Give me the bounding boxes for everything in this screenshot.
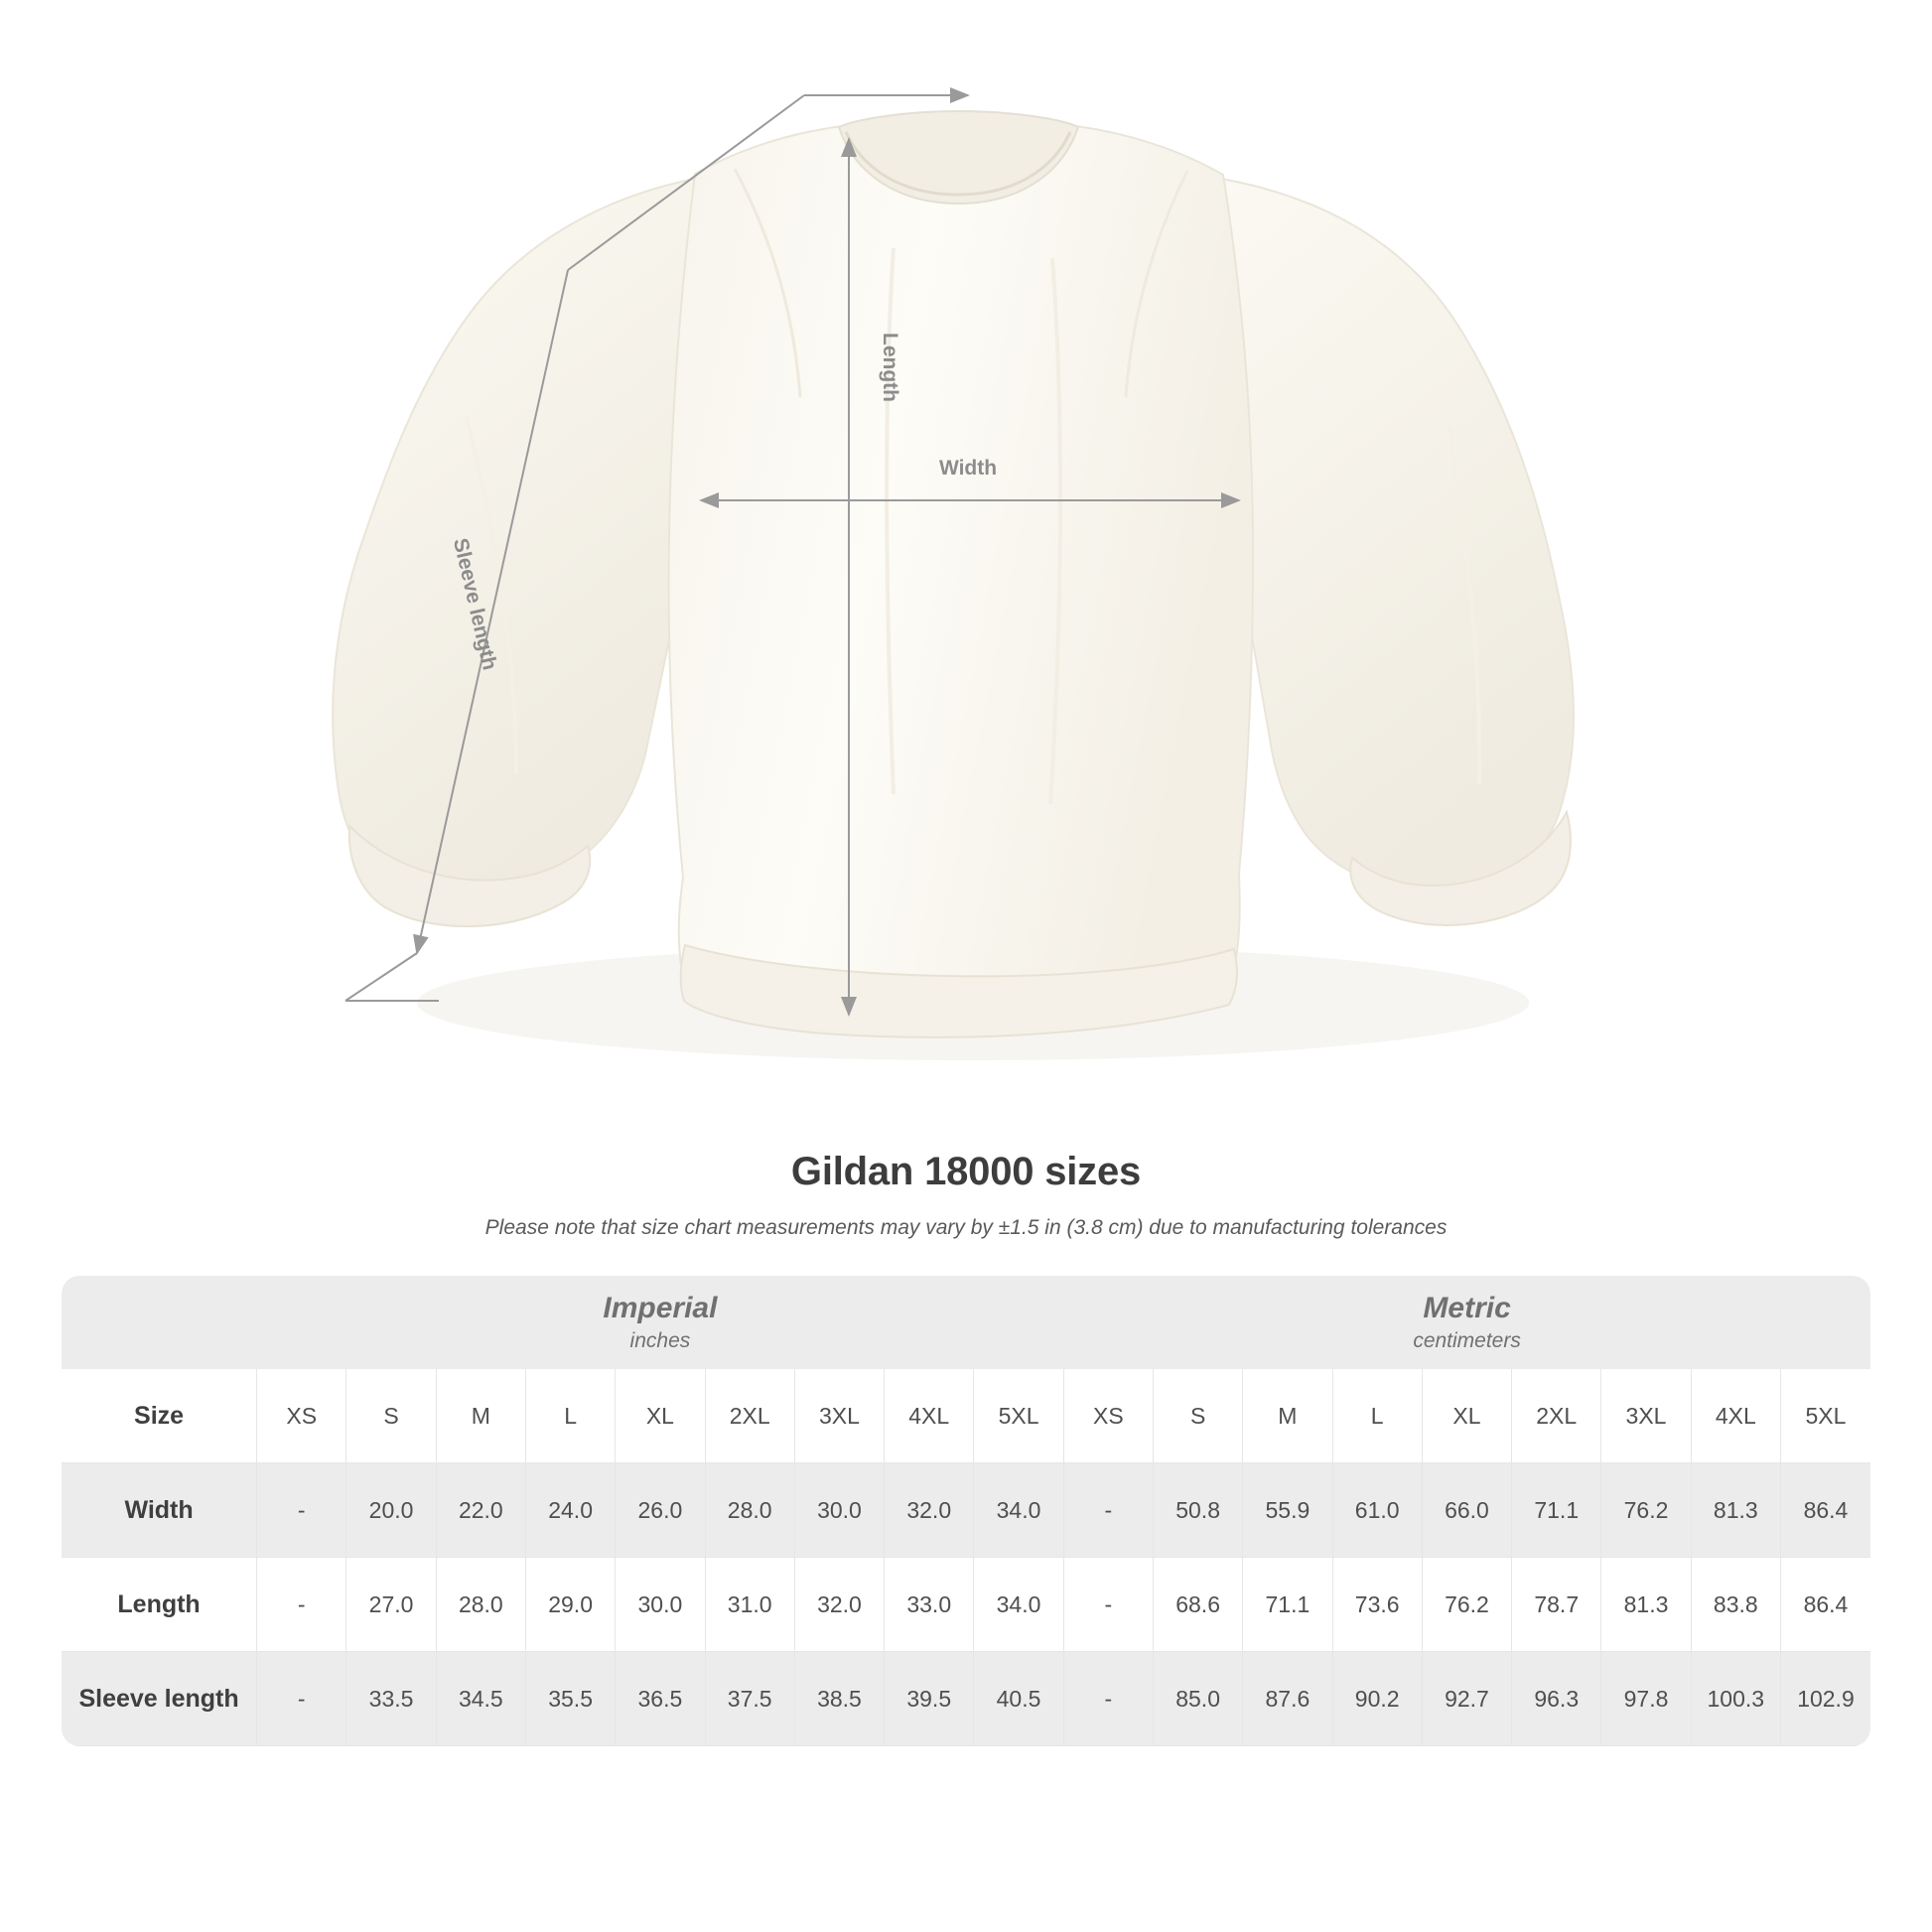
sleeve-imp-3: 35.5 xyxy=(525,1652,615,1746)
size-met-7: 4XL xyxy=(1691,1369,1780,1463)
length-imp-4: 30.0 xyxy=(616,1558,705,1652)
length-imp-3: 29.0 xyxy=(525,1558,615,1652)
width-met-0: - xyxy=(1063,1463,1153,1558)
width-met-6: 76.2 xyxy=(1601,1463,1691,1558)
row-label-length: Length xyxy=(62,1558,257,1652)
length-met-6: 81.3 xyxy=(1601,1558,1691,1652)
size-met-4: XL xyxy=(1422,1369,1511,1463)
imperial-subtitle: inches xyxy=(629,1329,691,1353)
sleeve-met-6: 97.8 xyxy=(1601,1652,1691,1746)
width-met-2: 55.9 xyxy=(1243,1463,1332,1558)
length-imp-7: 33.0 xyxy=(885,1558,974,1652)
length-met-4: 76.2 xyxy=(1422,1558,1511,1652)
size-imp-8: 5XL xyxy=(974,1369,1063,1463)
sleeve-imp-6: 38.5 xyxy=(794,1652,884,1746)
size-imp-1: S xyxy=(346,1369,436,1463)
sleeve-met-5: 96.3 xyxy=(1512,1652,1601,1746)
sleeve-met-3: 90.2 xyxy=(1332,1652,1422,1746)
page-title: Gildan 18000 sizes xyxy=(790,1150,1142,1193)
units-imperial-cell xyxy=(257,1276,1064,1369)
width-imp-7: 32.0 xyxy=(885,1463,974,1558)
length-met-7: 83.8 xyxy=(1691,1558,1780,1652)
size-met-8: 5XL xyxy=(1780,1369,1870,1463)
size-imp-3: L xyxy=(525,1369,615,1463)
size-imp-6: 3XL xyxy=(794,1369,884,1463)
width-imp-0: - xyxy=(257,1463,346,1558)
size-header-row xyxy=(62,1369,1870,1463)
row-label-width: Width xyxy=(62,1463,257,1558)
width-label: Width xyxy=(938,457,998,480)
width-imp-6: 30.0 xyxy=(794,1463,884,1558)
sleeve-imp-1: 33.5 xyxy=(346,1652,436,1746)
size-met-0: XS xyxy=(1063,1369,1153,1463)
length-met-3: 73.6 xyxy=(1332,1558,1422,1652)
width-imp-8: 34.0 xyxy=(974,1463,1063,1558)
table-row-sleeve-length xyxy=(62,1652,1870,1746)
length-imp-8: 34.0 xyxy=(974,1558,1063,1652)
size-met-3: L xyxy=(1332,1369,1422,1463)
sleeve-met-0: - xyxy=(1063,1652,1153,1746)
length-met-1: 68.6 xyxy=(1153,1558,1242,1652)
width-imp-2: 22.0 xyxy=(436,1463,525,1558)
sleeve-met-8: 102.9 xyxy=(1780,1652,1870,1746)
sleeve-met-2: 87.6 xyxy=(1243,1652,1332,1746)
width-imp-4: 26.0 xyxy=(616,1463,705,1558)
units-metric-cell xyxy=(1063,1276,1870,1369)
sleeve-met-1: 85.0 xyxy=(1153,1652,1242,1746)
width-met-3: 61.0 xyxy=(1332,1463,1422,1558)
size-imp-0: XS xyxy=(257,1369,346,1463)
width-imp-5: 28.0 xyxy=(705,1463,794,1558)
length-met-8: 86.4 xyxy=(1780,1558,1870,1652)
size-met-5: 2XL xyxy=(1512,1369,1601,1463)
width-met-7: 81.3 xyxy=(1691,1463,1780,1558)
width-met-4: 66.0 xyxy=(1422,1463,1511,1558)
length-met-2: 71.1 xyxy=(1243,1558,1332,1652)
size-table-wrapper xyxy=(62,1276,1870,1746)
size-imp-5: 2XL xyxy=(705,1369,794,1463)
sleeve-imp-4: 36.5 xyxy=(616,1652,705,1746)
sleeve-imp-2: 34.5 xyxy=(436,1652,525,1746)
units-header-spacer xyxy=(62,1276,257,1369)
table-row-width xyxy=(62,1463,1870,1558)
width-imp-3: 24.0 xyxy=(525,1463,615,1558)
table-row-length xyxy=(62,1558,1870,1652)
sweatshirt-graphic xyxy=(333,111,1574,1060)
sleeve-met-7: 100.3 xyxy=(1691,1652,1780,1746)
imperial-title: Imperial xyxy=(603,1291,718,1324)
size-met-2: M xyxy=(1243,1369,1332,1463)
length-imp-5: 31.0 xyxy=(705,1558,794,1652)
metric-subtitle: centimeters xyxy=(1413,1329,1521,1353)
sleeve-imp-0: - xyxy=(257,1652,346,1746)
size-imp-7: 4XL xyxy=(885,1369,974,1463)
size-met-6: 3XL xyxy=(1601,1369,1691,1463)
length-met-5: 78.7 xyxy=(1512,1558,1601,1652)
length-imp-2: 28.0 xyxy=(436,1558,525,1652)
sleeve-imp-8: 40.5 xyxy=(974,1652,1063,1746)
sleeve-length-label: Sleeve length xyxy=(448,535,501,673)
size-imp-2: M xyxy=(436,1369,525,1463)
length-imp-1: 27.0 xyxy=(346,1558,436,1652)
sleeve-imp-5: 37.5 xyxy=(705,1652,794,1746)
units-header-row xyxy=(62,1276,1870,1369)
row-label-sleeve-length: Sleeve length xyxy=(62,1652,257,1746)
size-met-1: S xyxy=(1153,1369,1242,1463)
sleeve-imp-7: 39.5 xyxy=(885,1652,974,1746)
width-met-8: 86.4 xyxy=(1780,1463,1870,1558)
size-row-label: Size xyxy=(62,1369,257,1463)
length-label: Length xyxy=(879,333,901,402)
size-table xyxy=(62,1276,1870,1746)
length-met-0: - xyxy=(1063,1558,1153,1652)
length-imp-6: 32.0 xyxy=(794,1558,884,1652)
width-imp-1: 20.0 xyxy=(346,1463,436,1558)
size-imp-4: XL xyxy=(616,1369,705,1463)
length-imp-0: - xyxy=(257,1558,346,1652)
width-met-1: 50.8 xyxy=(1153,1463,1242,1558)
sleeve-met-4: 92.7 xyxy=(1422,1652,1511,1746)
tolerance-note: Please note that size chart measurements may vary by ±1.5 in (3.8 cm) due to manufacturing tolerances xyxy=(484,1216,1448,1239)
metric-title: Metric xyxy=(1423,1291,1511,1324)
width-met-5: 71.1 xyxy=(1512,1463,1601,1558)
